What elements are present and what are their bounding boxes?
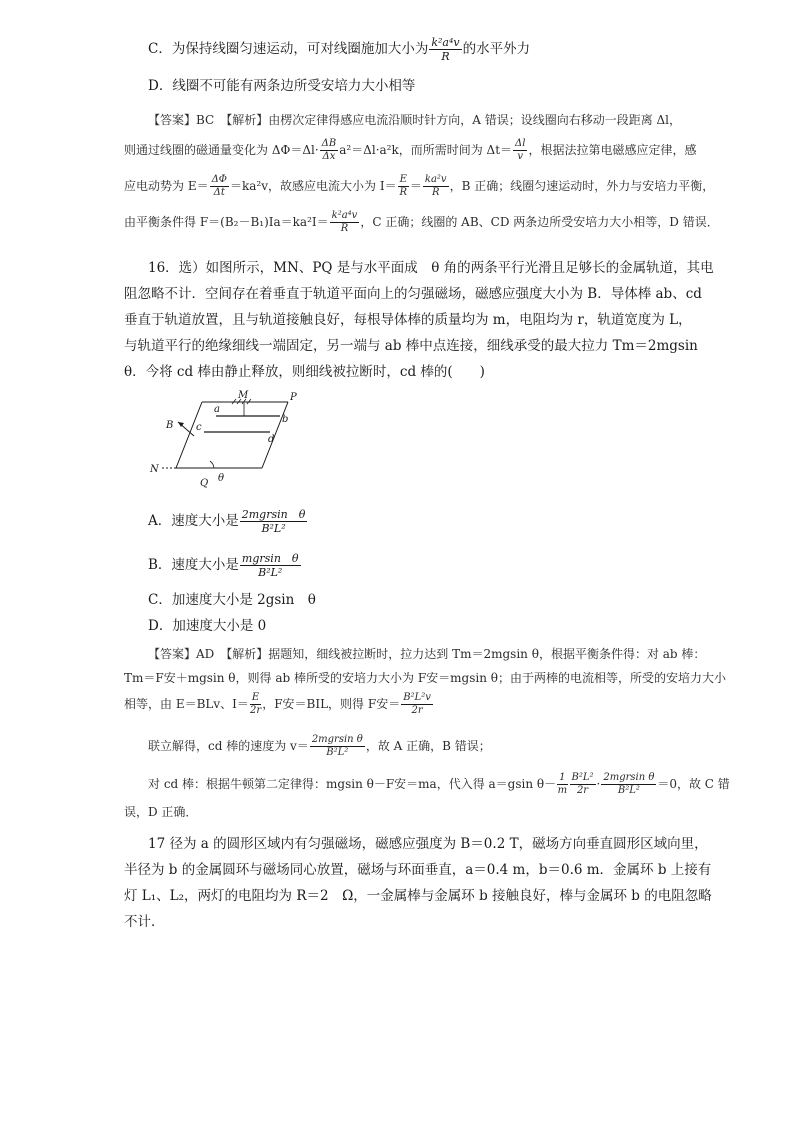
- fraction: [570, 772, 596, 797]
- fraction-denominator: 2r: [576, 785, 589, 796]
- text-run: ＝: [409, 179, 422, 193]
- fraction-denominator: R: [441, 50, 450, 63]
- q17-stem-line-2: 半径为 b 的金属圆环与磁场同心放置，磁场与环面垂直，a＝0.4 m，b＝0.6 m．金属环 b 上接有: [124, 862, 712, 878]
- q15-answer-line-3: [124, 174, 714, 199]
- fraction: [240, 508, 308, 535]
- q15-answer-line-1: 【答案】BC 【解析】由楞次定律得感应电流沿顺时针方向，A 错误；设线圈向右移动一段距离 Δl，: [148, 113, 682, 127]
- text-run: ，C 正确；线圈的 AB、CD 两条边所受安培力大小相等，D 错误．: [360, 215, 719, 229]
- fraction-numerator: ΔΦ: [211, 174, 227, 185]
- q16-answer-line-6: 误，D 正确．: [124, 805, 198, 819]
- fraction: [423, 174, 449, 199]
- label-p: P: [290, 392, 297, 403]
- fraction-numerator: ΔB: [321, 138, 337, 149]
- q16-stem-line-5: θ．今将 cd 棒由静止释放，则细线被拉断时，cd 棒的( ): [124, 364, 485, 380]
- fraction-numerator: B²L²: [571, 772, 594, 783]
- fraction-denominator: R: [340, 223, 349, 234]
- label-c: c: [196, 422, 202, 433]
- angle-arc: [210, 461, 214, 468]
- fraction-denominator: B²L²: [326, 747, 349, 758]
- text-run: 由平衡条件得 F＝(B₂－B₁)Ia＝ka²I＝: [124, 215, 329, 229]
- fraction-numerator: k²a⁴v: [431, 36, 460, 49]
- q16-stem-line-2: 阻忽略不计．空间存在着垂直于轨道平面向上的匀强磁场，磁感应强度大小为 B．导体棒 ab、cd: [124, 286, 702, 302]
- q16-option-b: [148, 552, 302, 579]
- label-q: Q: [200, 478, 209, 489]
- fraction-denominator: R: [431, 187, 440, 198]
- q16-answer-line-4: [148, 734, 491, 759]
- q15-option-c-prefix: C．为保持线圈匀速运动，可对线圈施加大小为: [148, 41, 429, 57]
- fraction-denominator: m: [557, 785, 568, 796]
- q15-answer-line-2: [124, 138, 696, 163]
- fraction: [513, 138, 527, 163]
- rail-left-end: [176, 402, 202, 468]
- text-run: 对 cd 棒：根据牛顿第二定律得：mgsin θ－F安＝ma，代入得 a＝gsin θ－: [148, 777, 557, 791]
- fraction-denominator: v: [517, 151, 524, 162]
- fraction: [320, 138, 339, 163]
- text-run: 联立解得，cd 棒的速度为 v＝: [148, 739, 309, 753]
- text-run: ＝0，故 C 错: [657, 777, 730, 791]
- fraction: [398, 174, 409, 199]
- q17-stem-line-3: 灯 L₁、L₂，两灯的电阻均为 R＝2 Ω，一金属棒与金属环 b 接触良好，棒与金属环 b 的电阻忽略: [124, 888, 712, 904]
- fraction-numerator: 2mgrsin θ: [311, 734, 363, 745]
- fraction-denominator: 2r: [249, 705, 262, 716]
- text-run: ＝ka²v，故感应电流大小为 I＝: [230, 179, 397, 193]
- fraction: [601, 772, 656, 797]
- q17-stem-line-1: 17 径为 a 的圆形区域内有匀强磁场，磁感应强度为 B＝0.2 T，磁场方向垂直圆形区域向里，: [148, 836, 708, 852]
- fraction-denominator: R: [399, 187, 407, 198]
- q16-answer-line-5: 对 cd 棒：根据牛顿第二定律得：mgsin θ－F安＝ma，代入得 a＝gsin θ－ $\frac{1}{m}$ $\frac{\text{B²L²}}{2r}$ · $\frac{\text{2mgrsin θ}}{\text{B²L²}}$ ＝0，故 C 错: [148, 772, 730, 796]
- fraction-numerator: 1: [559, 772, 566, 783]
- fraction-numerator: B²L²v: [403, 692, 431, 703]
- label-n: N: [150, 464, 159, 475]
- rail-right-end: [262, 402, 288, 468]
- text-run: ，B 正确；线圈匀速运动时，外力与安培力平衡，: [449, 179, 715, 193]
- q16-stem-line-3: 垂直于轨道放置，且与轨道接触良好，每根导体棒的质量均为 m，电阻均为 r，轨道宽度为 L，: [124, 312, 692, 328]
- fraction-numerator: E: [251, 692, 260, 703]
- label-field-b: B: [166, 420, 174, 431]
- q16-stem-line-4: 与轨道平行的绝缘细线一端固定，另一端与 ab 棒中点连接，细线承受的最大拉力 Tm＝2mgsin: [124, 338, 698, 354]
- text-run: B．速度大小是: [148, 557, 239, 573]
- q16-answer-line-3: [124, 692, 434, 717]
- q16-option-a: [148, 508, 308, 535]
- fraction-denominator: B²L²: [261, 522, 286, 535]
- label-b: b: [282, 414, 289, 425]
- fraction: [210, 174, 229, 199]
- fraction-denominator: B²L²: [617, 785, 640, 796]
- fraction-denominator: 2r: [411, 705, 423, 716]
- q16-rail-diagram: [140, 390, 300, 494]
- fraction-numerator: ka²v: [424, 174, 447, 185]
- fraction-numerator: 2mgrsin θ: [241, 508, 306, 521]
- text-run: ，根据法拉第电磁感应定律，感: [528, 143, 697, 157]
- fraction: [401, 692, 433, 717]
- fraction-numerator: k²a⁴v: [331, 210, 358, 221]
- fraction: [240, 552, 301, 579]
- q15-option-c: [148, 36, 530, 63]
- label-d: d: [268, 434, 275, 445]
- text-run: ，F安＝BIL，则得 F安＝: [262, 697, 401, 711]
- label-theta: θ: [218, 473, 225, 484]
- q16-answer-line-2: Tm＝F安＋mgsin θ，则得 ab 棒所受的安培力大小为 F安＝mgsin θ；由于两棒的电流相等，所受的安培力大小: [124, 671, 726, 685]
- q15-option-d: D．线圈不可能有两条边所受安培力大小相等: [148, 78, 416, 94]
- text-run: A．速度大小是: [148, 513, 239, 529]
- label-a: a: [214, 404, 220, 415]
- label-m: M: [238, 390, 249, 401]
- fraction-numerator: 2mgrsin θ: [603, 772, 655, 783]
- fraction-numerator: Δl: [515, 138, 526, 149]
- q16-option-c: C．加速度大小是 2gsin θ: [148, 592, 316, 608]
- fraction-denominator: B²L²: [258, 566, 283, 579]
- text-run: 应电动势为 E＝: [124, 179, 209, 193]
- fraction: [310, 734, 365, 759]
- q15-answer-line-4: [124, 210, 719, 235]
- q15-option-c-fraction: [429, 36, 461, 63]
- text-run: 则通过线圈的磁通量变化为 ΔΦ＝Δl·: [124, 143, 319, 157]
- fraction: [557, 772, 567, 797]
- q16-option-d: D．加速度大小是 0: [148, 618, 267, 634]
- fraction-denominator: Δt: [213, 187, 225, 198]
- fraction-denominator: Δx: [322, 151, 336, 162]
- text-run: a²＝Δl·a²k，而所需时间为 Δt＝: [339, 143, 513, 157]
- q16-answer-line-1: 【答案】AD 【解析】据题知，细线被拉断时，拉力达到 Tm＝2mgsin θ，根据平衡条件得：对 ab 棒：: [148, 647, 706, 661]
- fraction-numerator: E: [399, 174, 407, 185]
- q17-stem-line-4: 不计．: [124, 914, 165, 930]
- fraction: [250, 692, 261, 717]
- q16-stem-line-1: 16．选）如图所示，MN、PQ 是与水平面成 θ 角的两条平行光滑且足够长的金属轨道，其电: [148, 260, 714, 276]
- fraction: [330, 210, 360, 235]
- text-run: 相等，由 E＝BLv、I＝: [124, 697, 249, 711]
- text-run: ，故 A 正确，B 错误；: [365, 739, 491, 753]
- q15-option-c-suffix: 的水平外力: [462, 41, 531, 57]
- fraction-numerator: mgrsin θ: [241, 552, 299, 565]
